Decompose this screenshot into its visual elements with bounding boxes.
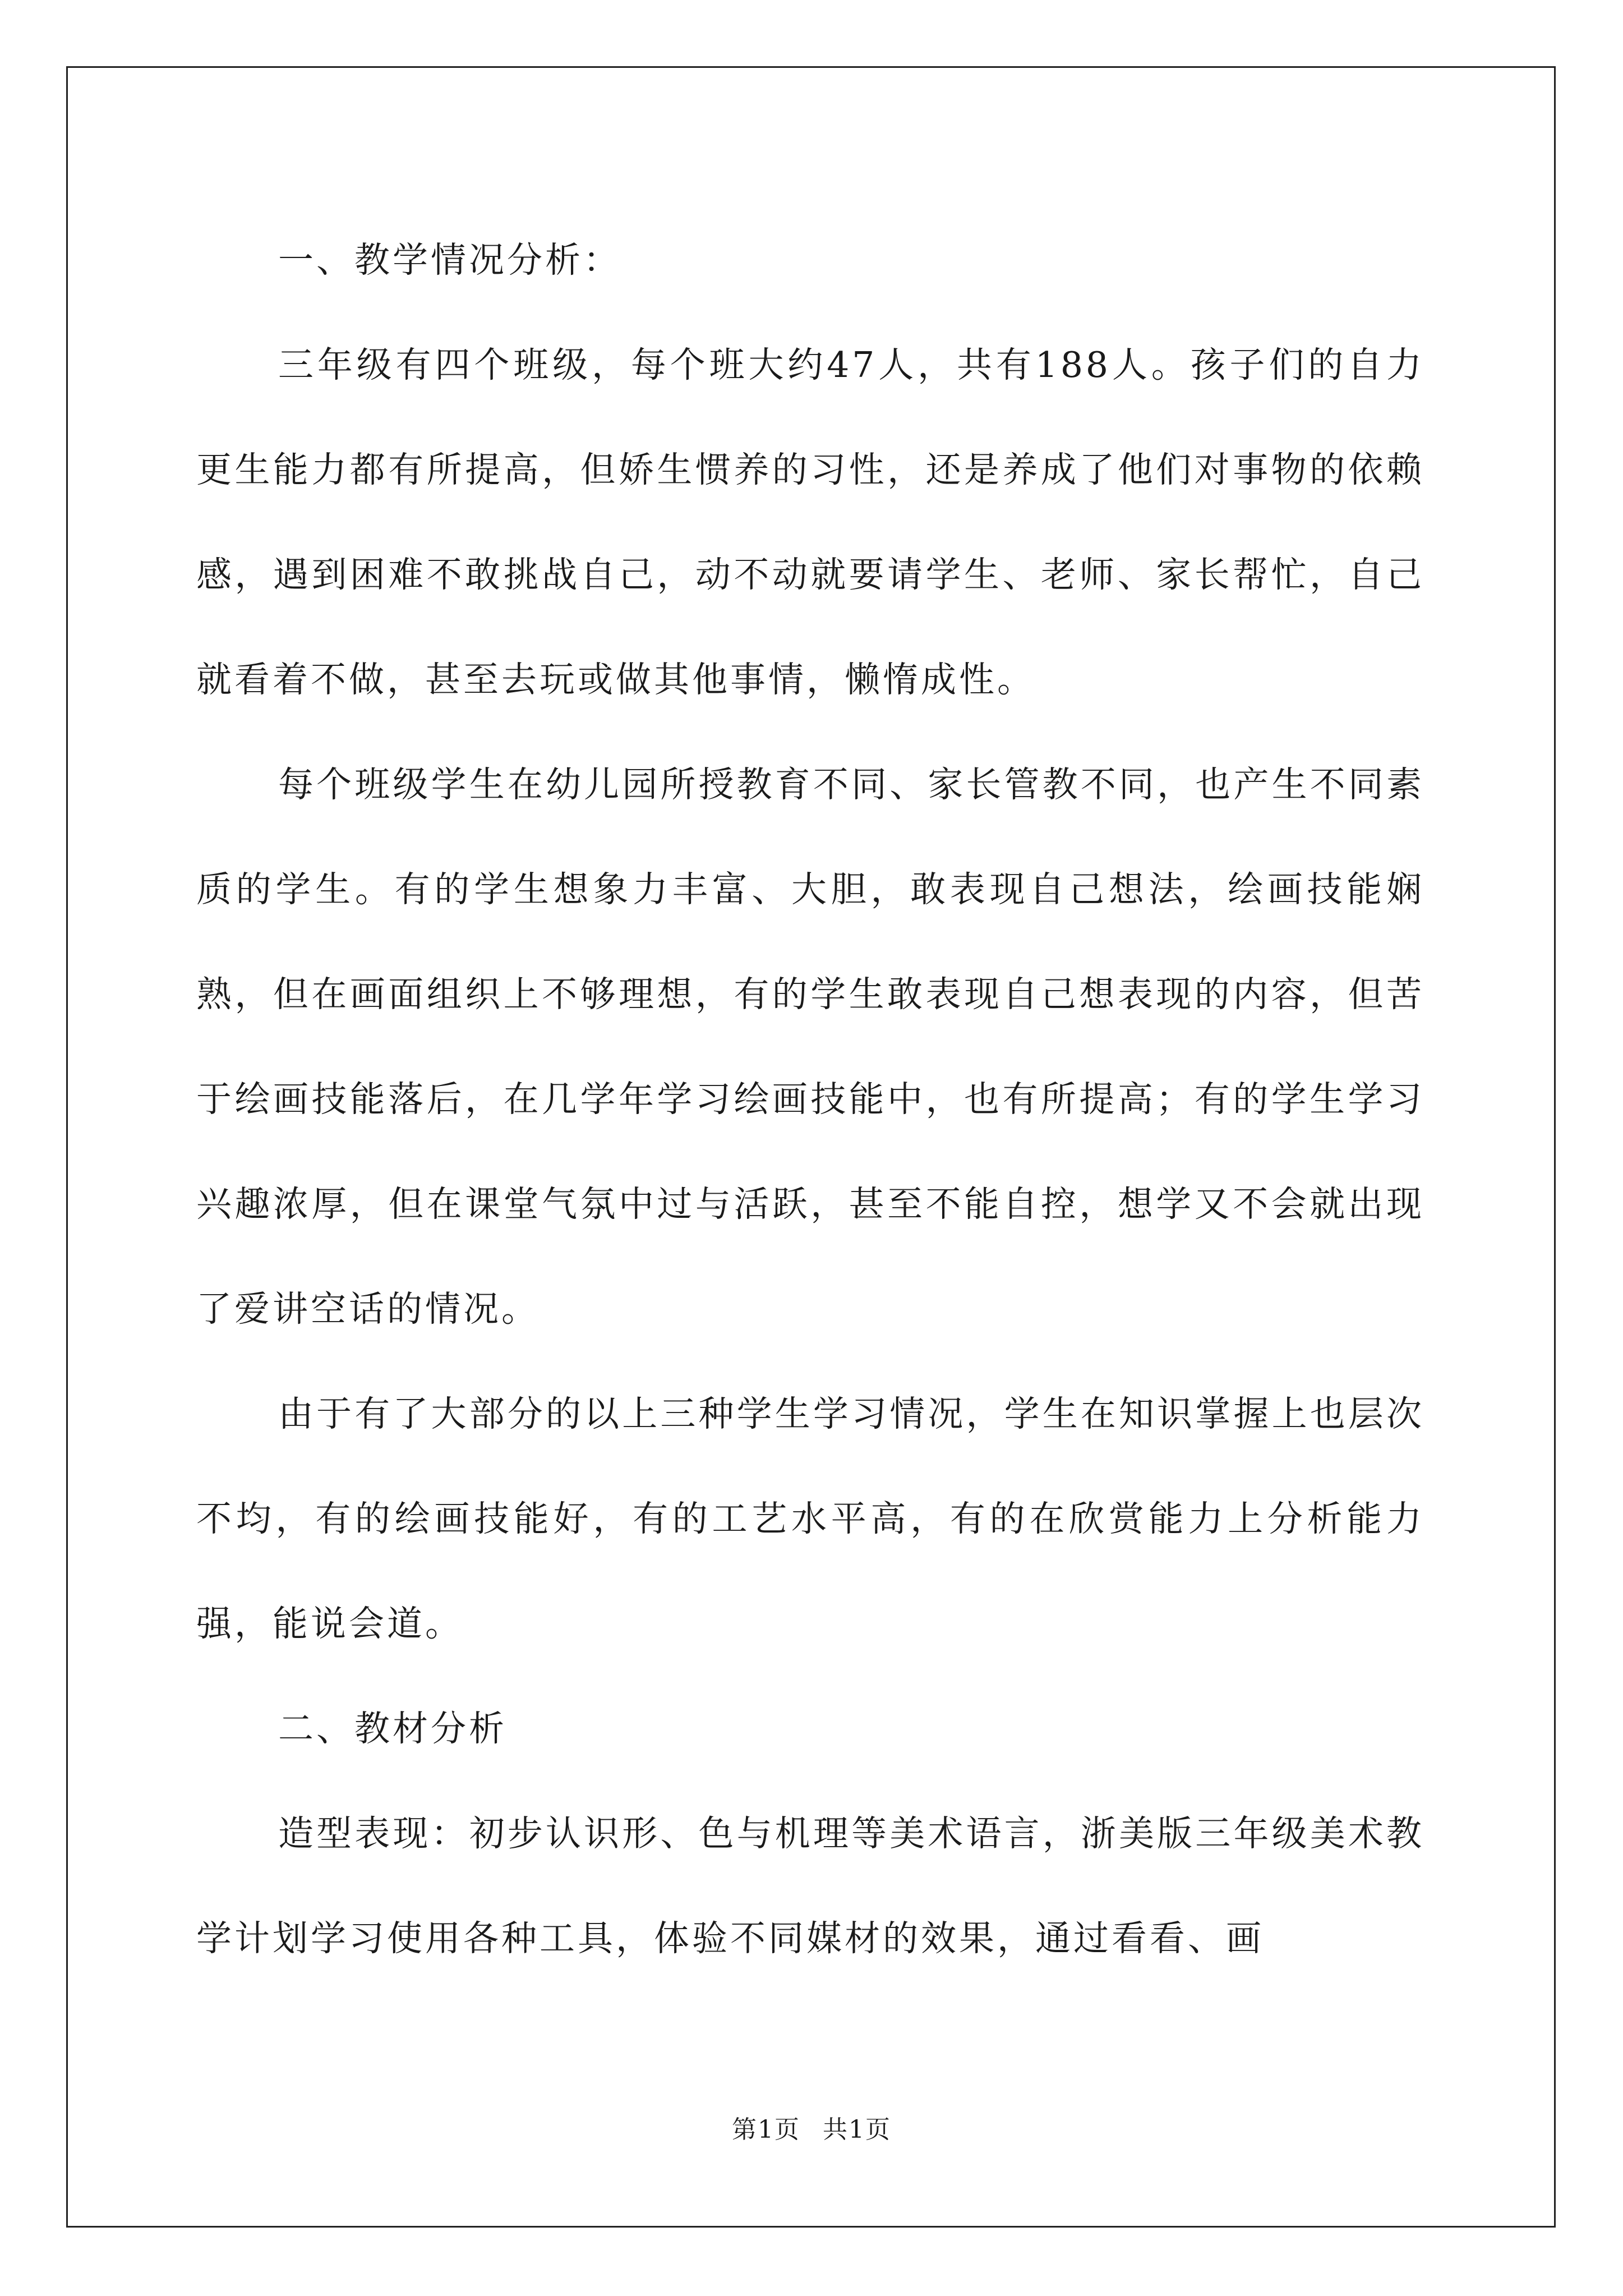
page-number-current: 第1页 — [732, 2115, 800, 2144]
section-heading-1: 一、教学情况分析： — [278, 240, 621, 280]
paragraph-3: 由于有了大部分的以上三种学生学习情况，学生在知识掌握上也层次不均，有的绘画技能好，有的工艺水平高，有的在欣赏能力上分析能力强，能说会道。 — [196, 1393, 1424, 1644]
paragraph-2: 每个班级学生在幼儿园所授教育不同、家长管教不同，也产生不同素质的学生。有的学生想象力丰富、大胆，敢表现自己想法，绘画技能娴熟，但在画面组织上不够理想，有的学生敢表现自己想表现的内容，但苦于绘画技能落后，在几学年学习绘画技能中，也有所提高；有的学生学习兴趣浓厚，但在课堂气氛中过与活跃，甚至不能自控，想学又不会就出现了爱讲空话的情况。 — [196, 764, 1424, 1329]
page-number-total: 共1页 — [823, 2115, 891, 2144]
paragraph-1: 三年级有四个班级，每个班大约47人，共有188人。孩子们的自力更生能力都有所提高，但娇生惯养的习性，还是养成了他们对事物的依赖感，遇到困难不敢挑战自己，动不动就要请学生、老师、家长帮忙，自己就看着不做，甚至去玩或做其他事情，懒惰成性。 — [196, 344, 1424, 700]
paragraph-4: 造型表现：初步认识形、色与机理等美术语言，浙美版三年级美术教学计划学习使用各种工具，体验不同媒材的效果，通过看看、画 — [196, 1813, 1424, 1959]
document-body — [196, 208, 1424, 1991]
page-footer — [0, 2109, 1623, 2145]
section-heading-2: 二、教材分析 — [278, 1708, 507, 1749]
